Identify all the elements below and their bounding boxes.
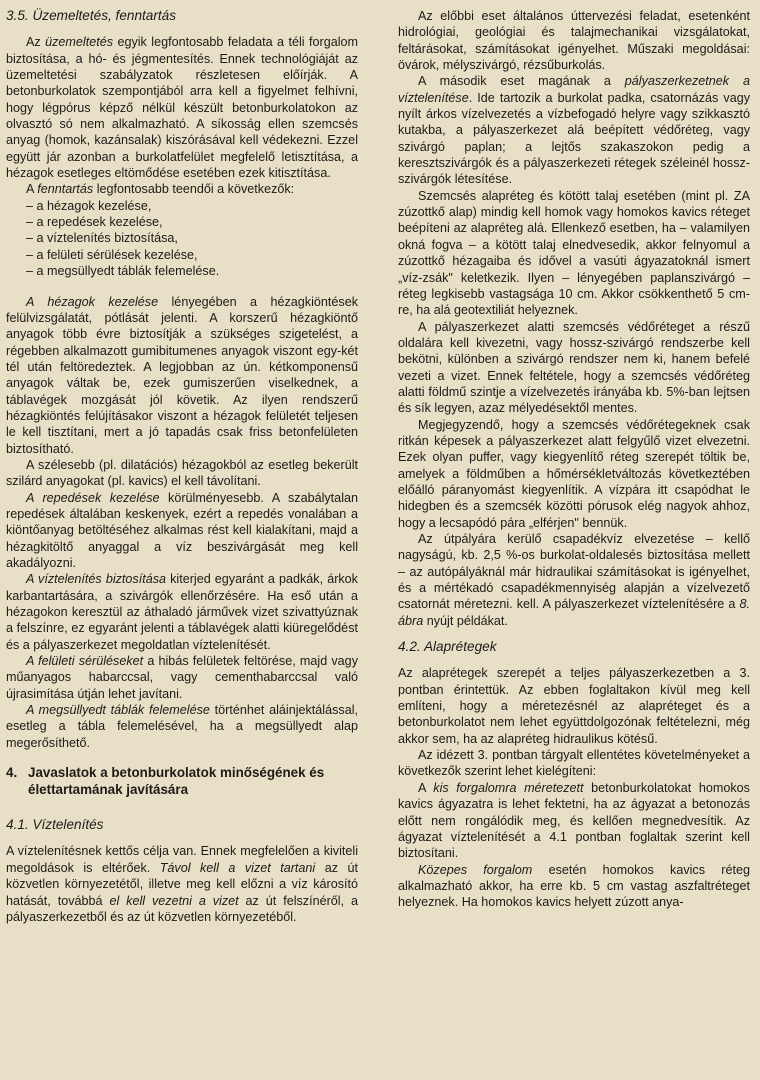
section-3-5-heading: 3.5. Üzemeltetés, fenntartás: [6, 8, 177, 23]
paragraph: A szélesebb (pl. dilatációs) hézagokból az esetleg bekerült szilárd anyagokat (pl. kavics) el kell távolítani.: [6, 457, 358, 489]
italic-emphasis: A felületi sérüléseket: [26, 654, 144, 669]
paragraph: Megjegyzendő, hogy a szemcsés védőrétegeknek csak ritkán képesek a pályaszerkezet alatt felgyűlő vizet elvezetni. Ezek olyan puffer, vagy kiegyenlítő réteg szerepét töltik be, amelyek a földműben a hőmérsékletváltozás következtében előálló páranyomást kiegyenlítik. A vízpára itt csapódhat le hidegben és a szemcsék közötti pórusok elég nagyok ahhoz, hogy a lecsapódó pára „elférjen" bennük.: [398, 417, 750, 530]
italic-emphasis: fenntartás: [37, 182, 94, 197]
paragraph: A felületi sérüléseket a hibás felületek feltörése, majd vagy műanyagos habarccsal, vagy cementhabarccsal való újrasimítása útján lehet javítani.: [6, 654, 358, 701]
list-item: – a repedések kezelése,: [26, 215, 163, 230]
paragraph: A repedések kezelése körülményesebb. A szabálytalan repedések általában keskenyek, ezért a repedés vonalában a kiöntőanyag betöltéséhez alkalmas rést kell kialakítani, majd a hézagkitöltő anyaggal a víz beszivárgását meg kell akadályozni.: [6, 490, 358, 570]
italic-emphasis: A víztelenítés biztosítása: [26, 572, 167, 587]
paragraph: A víztelenítés biztosítása kiterjed egyaránt a padkák, árkok karbantartására, a szivárgók ellenőrzésére. Ha eső után a hézagokon keresztül az áthaladó járművek vizet szivattyúznak a felszínre, ez egyaránt jelenti a táblavégek alatti kiüregelődést és a pályaszerkezet megoldatlan víztelenítését.: [6, 572, 358, 652]
paragraph: Szemcsés alapréteg és kötött talaj esetében (mint pl. ZA zúzottkő alap) mindig kell homok vagy homokos kavics réteget beépíteni az alapréteg alá. Ellenkező esetben, ha – valamilyen okná fogva – a kötött talaj elnedvesedik, akkor felnyomul a zúzottkő hézagaiba és idővel a vasúti ágyazatoknál ismert „víz-zsák" keletkezik. Ilyen – lényegében paplanszivárgó – réteg legkisebb vastagsága 10 cm. Akkor csökkenthető 5 cm-re, ha alá geotextiliát helyeznek.: [398, 188, 750, 318]
italic-emphasis: üzemeltetés: [45, 35, 114, 50]
italic-emphasis: A hézagok kezelése: [26, 294, 159, 309]
italic-emphasis: Közepes forgalom: [418, 862, 533, 877]
paragraph: A hézagok kezelése lényegében a hézagkiöntések felülvizsgálatát, pótlását jelenti. A korszerű hézagkiöntő anyagok több évre biztosítják a szükséges szigetelést, a régebben alkalmazott gumibitumenes anyagok viszont egy-két tél után feltöredeztek. A legjobban az ún. kétkomponensű anyagok váltak be, ezek gumiszerűen viselkednek, a táblavégek mozgását jól követik. Az ilyen rendszerű hézagkiöntés felújításakor viszont a hézagok felületét teljesen le kell tisztítani, mert a jó tapadás csak friss betonfelületen biztosítható.: [6, 294, 358, 456]
italic-emphasis: A megsüllyedt táblák felemelése: [26, 703, 210, 718]
italic-emphasis: 8. ábra: [398, 597, 750, 628]
paragraph: A megsüllyedt táblák felemelése történhet aláinjektálással, esetleg a tábla felemelésével, ha a megsüllyedt alap megerősíthető.: [6, 703, 358, 750]
left-column: [6, 8, 358, 925]
list-item: – a víztelenítés biztosítása,: [26, 231, 178, 246]
list-item: – a felületi sérülések kezelése,: [26, 247, 198, 262]
maintenance-task-list: [6, 198, 358, 280]
paragraph: Közepes forgalom esetén homokos kavics réteg alkalmazható akkor, ha erre kb. 5 cm vastag aszfaltréteget helyeznek. Ha homokos kavics helyett zúzott anya-: [398, 862, 750, 910]
list-item: – a hézagok kezelése,: [26, 198, 152, 213]
section-4-2-heading: 4.2. Alaprétegek: [398, 639, 497, 655]
list-item: – a megsüllyedt táblák felemelése.: [26, 264, 220, 279]
section-4-title: Javaslatok a betonburkolatok minőségének és élettartamának javítására: [28, 765, 325, 798]
paragraph: A víztelenítésnek kettős célja van. Ennek megfelelően a kiviteli megoldások is eltérőek. Távol kell a vizet tartani az út közvetlen környezetétől, illetve meg kell előzni a víz károsító hatását, továbbá el kell vezetni a vizet az út felszínéről, a pályaszerkezetből és az út közvetlen környezetéből.: [6, 844, 359, 924]
paragraph: A fenntartás legfontosabb teendői a következők:: [26, 182, 295, 197]
italic-emphasis: pályaszerkezetnek a víztelenítése: [398, 74, 751, 105]
right-column: [398, 8, 750, 911]
section-4-number: 4.: [6, 765, 18, 781]
italic-emphasis: A repedések kezelése: [26, 490, 160, 505]
section-4-heading: [6, 764, 358, 798]
italic-emphasis: el kell vezetni a vizet: [109, 893, 239, 908]
paragraph: Az útpályára kerülő csapadékvíz elvezetése – kellő nagyságú, kb. 2,5 %-os burkolat-oldalesés biztosítása mellett – az autópályáknál már hidraulikai számításokat is igényelhet, és a mértékadó csapadékmennyiség alapján a vízelvezető csatornát méretezni. kell. A pályaszerkezet víztelenítésére a 8. ábra nyújt példákat.: [398, 532, 750, 628]
paragraph: A második eset magának a pályaszerkezetnek a víztelenítése. Ide tartozik a burkolat padka, csatornázás vagy nyílt árkos vízelvezetés a vízbefogadó helyre vagy szikkasztó kutakba, a pályaszerkezet alá beépített védőréteg, vagy szivárgó paplan; a lejtős szakaszokon pedig a keresztszivárgók és a pályaszerkezeti rétegek széleinél hossz-szivárgók létesítése.: [398, 74, 751, 187]
paragraph: A kis forgalomra méretezett betonburkolatokat homokos kavics ágyazatra is lehet fektetni, ha az ágyazat a betonozás előtt nem rongálódik meg, és kellően megnedvesítik. Az ágyazat víztelenítését a 4.1 pontban foglaltak szerint kell biztosítani.: [398, 780, 750, 861]
section-4-1-heading: 4.1. Víztelenítés: [6, 817, 104, 833]
italic-emphasis: Távol kell a vizet tartani: [159, 860, 316, 875]
italic-emphasis: kis forgalomra méretezett: [433, 780, 584, 795]
paragraph: Az idézett 3. pontban tárgyalt ellentétes követelményeket a következők szerint lehet kielégíteni:: [398, 748, 750, 779]
paragraph: Az alaprétegek szerepét a teljes pályaszerkezetben a 3. pontban érintettük. Az ebben foglaltakon kívül meg kell említeni, hogy a méretezésnél az alapréteget és a betonburkolatot nem lehet együttdolgozónak feltételezni, még akkor sem, ha az alapréteg hidraulikus kötésű.: [398, 666, 750, 746]
paragraph: Az előbbi eset általános úttervezési feladat, esetenként hidrológiai, geológiai és talajmechanikai vizsgálatokat, feltárásokat, számításokat igényelhet. Műszaki megoldásai: övárok, mélyszivárgó, rézsűburkolás.: [398, 9, 750, 73]
paragraph: Az üzemeltetés egyik legfontosabb feladata a téli forgalom biztosítása, a hó- és jégmentesítés. Ennek technológiáját az üzemeltetési szabályzatok részletesen előírják. A betonburkolatok szempontjából arra kell a figyelmet felhívni, hogy légpórus képző nélkül készült betonburkolatokon az olvasztó só nem alkalmazható. A síkosság ellen szemcsés anyag (homok, kazánsalak) kiszórásával kell védekezni. Ezzel együtt jár azonban a burkolatfelület megfelelő letisztítása, a hézagok esetleges eltömődése esetében ezek kitisztítása.: [6, 35, 358, 181]
paragraph: A pályaszerkezet alatti szemcsés védőréteget a részű oldalára kell kivezetni, vagy hossz-szivárgó rendszerbe kell bekötni, különben a szivárgó rendszer nem ki, hanem befelé vezeti a vizet. Ennek feltétele, hogy a szemcsés védőréteg alatti földmű szintje a vízelvezetés irányába kb. 5%-ban lejtsen és sík legyen, azaz mélyedésektől mentes.: [398, 319, 750, 416]
